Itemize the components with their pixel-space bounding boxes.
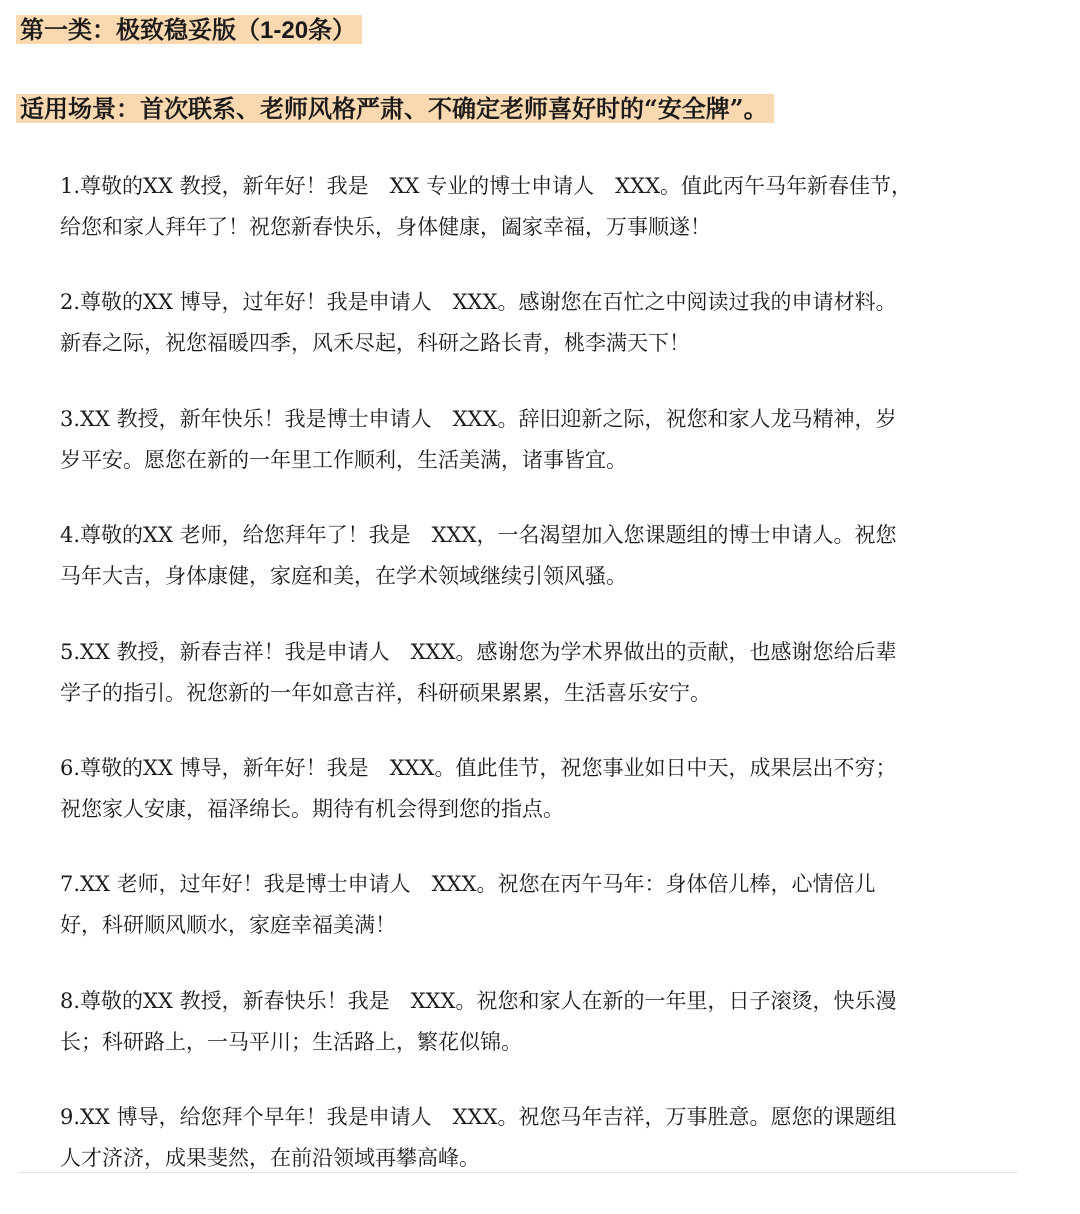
greeting-line: 给您和家人拜年了！祝您新春快乐，身体健康，阖家幸福，万事顺遂！ bbox=[60, 215, 711, 239]
section-title-suffix: 条） bbox=[308, 15, 357, 44]
greeting-item-1 bbox=[60, 166, 1020, 282]
greeting-line: 新春之际，祝您福暖四季，风禾尽起，科研之路长青，桃李满天下！ bbox=[60, 331, 690, 356]
greeting-item-3 bbox=[60, 399, 1020, 515]
greeting-line: 4.尊敬的XX 老师，给您拜年了！我是 XXX，一名渴望加入您课题组的博士申请人。祝您 bbox=[60, 523, 897, 548]
greeting-item-6 bbox=[60, 748, 1020, 864]
scenario-heading bbox=[16, 91, 774, 127]
greeting-line: 6.尊敬的XX 博导，新年好！我是 XXX。值此佳节，祝您事业如日中天，成果层出不穷； bbox=[60, 755, 897, 780]
greeting-line: 7.XX 老师，过年好！我是博士申请人 XXX。祝您在丙午马年：身体倍儿棒，心情倍儿 bbox=[60, 872, 876, 897]
section-title bbox=[16, 12, 362, 49]
greeting-line: 2.尊敬的XX 博导，过年好！我是申请人 XXX。感谢您在百忙之中阅读过我的申请材料。 bbox=[60, 290, 897, 315]
scenario-heading-highlight: 适用场景：首次联系、老师风格严肃、不确定老师喜好时的“安全牌”。 bbox=[16, 94, 774, 123]
greeting-item-8 bbox=[60, 981, 1020, 1097]
section-title-highlight bbox=[16, 15, 362, 44]
greeting-line: 8.尊敬的XX 教授，新春快乐！我是 XXX。祝您和家人在新的一年里，日子滚烫，快乐漫 bbox=[60, 988, 897, 1013]
greeting-line: 1.尊敬的XX 教授，新年好！我是 XX 专业的博士申请人 XXX。值此丙午马年新春佳节， bbox=[60, 174, 913, 198]
greeting-list bbox=[60, 166, 1020, 1214]
greeting-line: 岁平安。愿您在新的一年里工作顺利，生活美满，诸事皆宜。 bbox=[60, 447, 627, 472]
section-title-range: 1-20 bbox=[260, 17, 309, 44]
greeting-line: 好，科研顺风顺水，家庭幸福美满！ bbox=[60, 913, 396, 938]
greeting-item-4 bbox=[60, 515, 1020, 631]
greeting-line: 祝您家人安康，福泽绵长。期待有机会得到您的指点。 bbox=[60, 796, 564, 821]
greeting-line: 人才济济，成果斐然，在前沿领域再攀高峰。 bbox=[60, 1146, 480, 1171]
greeting-line: 9.XX 博导，给您拜个早年！我是申请人 XXX。祝您马年吉祥，万事胜意。愿您的课题组 bbox=[60, 1105, 897, 1130]
greeting-line: 马年大吉，身体康健，家庭和美，在学术领域继续引领风骚。 bbox=[60, 564, 627, 589]
greeting-item-2 bbox=[60, 282, 1020, 398]
greeting-item-9 bbox=[60, 1097, 1020, 1213]
greeting-item-5 bbox=[60, 632, 1020, 748]
greeting-line: 学子的指引。祝您新的一年如意吉祥，科研硕果累累，生活喜乐安宁。 bbox=[60, 680, 711, 705]
greeting-item-7 bbox=[60, 864, 1020, 980]
greeting-line: 5.XX 教授，新春吉祥！我是申请人 XXX。感谢您为学术界做出的贡献，也感谢您给后辈 bbox=[60, 639, 897, 664]
page-bottom-divider bbox=[18, 1172, 1018, 1173]
section-title-prefix: 第一类：极致稳妥版（ bbox=[20, 15, 260, 44]
greeting-line: 3.XX 教授，新年快乐！我是博士申请人 XXX。辞旧迎新之际，祝您和家人龙马精神，岁 bbox=[60, 406, 897, 431]
greeting-line: 长；科研路上，一马平川；生活路上，繁花似锦。 bbox=[60, 1029, 522, 1054]
